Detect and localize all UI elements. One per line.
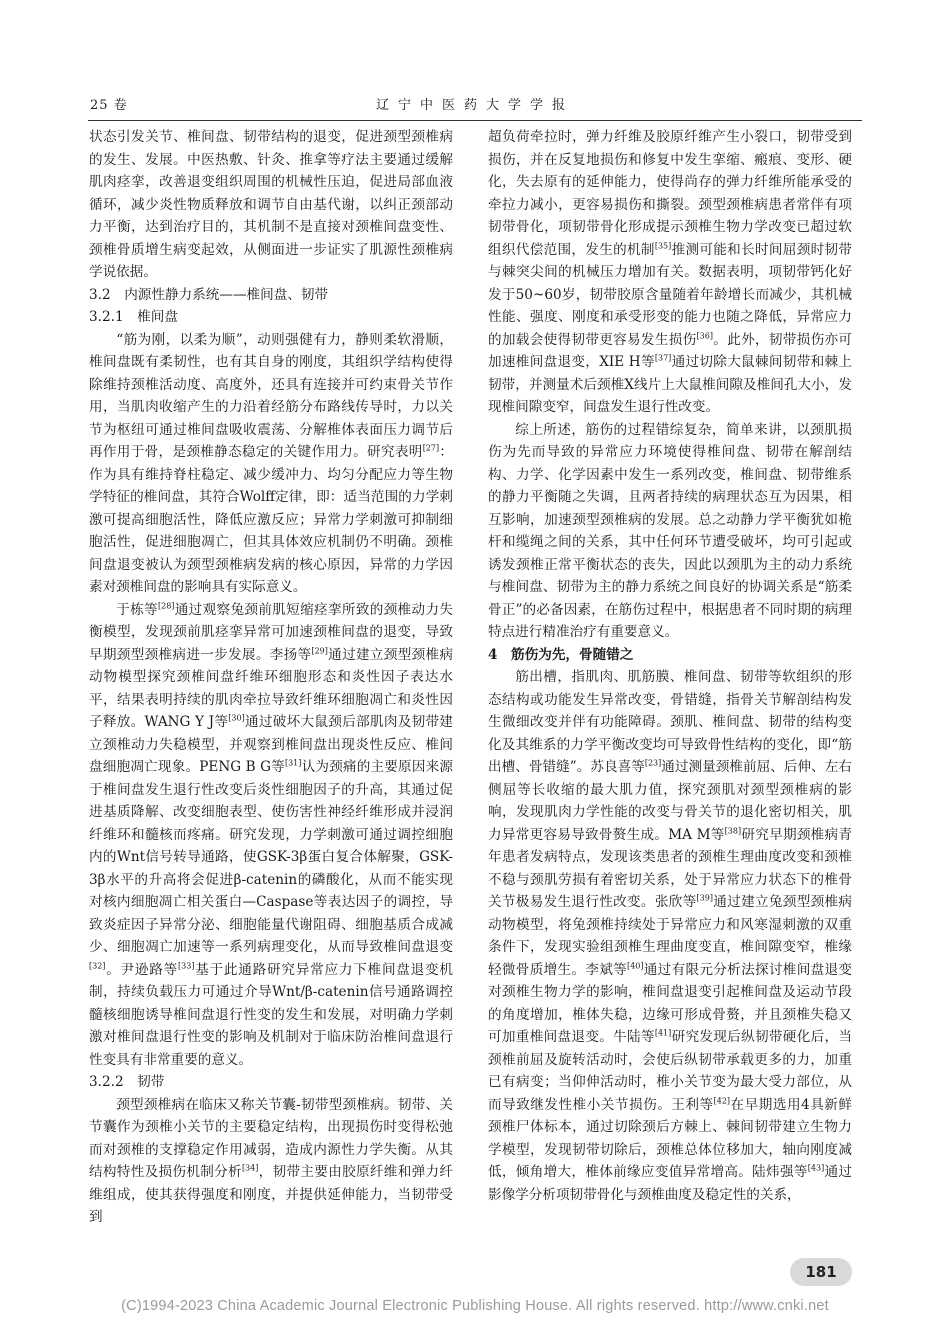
right-column	[488, 126, 852, 1206]
journal-title: 辽宁中医药大学学报	[375, 98, 574, 113]
citation: [43]	[807, 1163, 825, 1173]
citation: [32]	[89, 960, 106, 970]
header-rule	[88, 120, 862, 121]
citation: [42]	[713, 1095, 731, 1105]
citation: [36]	[696, 330, 713, 340]
paragraph: 超负荷牵拉时，弹力纤维及胶原纤维产生小裂口，韧带受到损伤，并在反复地损伤和修复中发生挛缩、瘢痕、变形、硬化，失去原有的延伸能力，使得尚存的弹力纤维所能承受的牵拉力减小，更容易损伤和撕裂。颈型颈椎病患者常伴有项韧带骨化，项韧带骨化形成提示颈椎生物力学改变已超过软组织代偿范围，发生的机制[35]推测可能和长时间屈颈时韧带与棘突尖间的机械压力增加有关。数据表明，项韧带钙化好发于50~60岁，韧带胶原含量随着年龄增长而减少，其机械性能、强度、刚度和承受形变的能力也随之降低，异常应力的加载会使得韧带更容易发生损伤[36]。此外，韧带损伤亦可加速椎间盘退变，XIE H等[37]通过切除大鼠棘间韧带和棘上韧带，并测量术后颈椎X线片上大鼠椎间隙及椎间孔大小，发现椎间隙变窄，间盘发生退行性改变。	[488, 129, 853, 415]
volume-label: 25 卷	[90, 98, 128, 113]
page-number: 181	[790, 1258, 852, 1286]
citation: [31]	[284, 758, 302, 768]
running-header	[90, 94, 860, 116]
citation: [33]	[178, 960, 195, 970]
paragraph: 筋出槽，指肌肉、肌筋膜、椎间盘、韧带等软组织的形态结构或功能发生异常改变，骨错缝，指骨关节解剖结构发生微细改变并伴有功能障碍。颈肌、椎间盘、韧带的结构变化及其维系的力学平衡改变均可导致骨性结构的变化，即“筋出槽、骨错缝”。苏良喜等[23]通过测量颈椎前屈、后伸、左右侧屈等长收缩的最大肌力值，探究颈肌对颈型颈椎病的影响，发现肌肉力学性能的改变与骨关节的退化密切相关，肌力异常更容易导致骨赘生成。MA M等[38]研究早期颈椎病青年患者发病特点，发现该类患者的颈椎生理曲度改变和颈椎不稳与颈肌劳损有着密切关系，处于异常应力状态下的椎骨关节极易发生退行性改变。张欣等[39]通过建立兔颈型颈椎病动物模型，将兔颈椎持续处于异常应力和风寒湿刺激的双重条件下，发现实验组颈椎生理曲度变直，椎间隙变窄，椎缘轻微骨质增生。李斌等[40]通过有限元分析法探讨椎间盘退变对颈椎生物力学的影响，椎间盘退变引起椎间盘及运动节段的角度增加，椎体失稳，边缘可形成骨赘，并且颈椎失稳又可加重椎间盘退变。牛陆等[41]研究发现后纵韧带硬化后，当颈椎前屈及旋转活动时，会使后纵韧带承载更多的力，加重已有病变；当仰伸活动时，椎小关节变为最大受力部位，从而导致继发性椎小关节损伤。王利等[42]在早期选用4具新鲜颈椎尸体标本，通过切除颈后方棘上、棘间韧带建立生物力学模型，发现韧带切除后，颈椎总体位移加大，轴向刚度减低，倾角增大，椎体前缘应变值异常增高。陆炜强等[43]通过影像学分析项韧带骨化与颈椎曲度及稳定性的关系，	[488, 669, 853, 1203]
citation: [27]	[422, 443, 440, 453]
citation: [28]	[157, 600, 175, 610]
citation: [23]	[644, 758, 662, 768]
citation: [29]	[311, 645, 328, 655]
paragraph: 于栋等[28]通过观察兔颈前肌短缩痉挛所致的颈椎动力失衡模型，发现颈前肌痉挛异常可加速颈椎间盘的退变，导致早期颈型颈椎病进一步发展。李扬等[29]通过建立颈型颈椎病动物模型探究颈椎间盘纤维环细胞形态和炎性因子表达水平，结果表明持续的肌肉牵拉导致纤维环细胞凋亡和炎性因子释放。WANG Y J等[30]通过破坏大鼠颈后部肌肉及韧带建立颈椎动力失稳模型，并观察到椎间盘出现炎性反应、椎间盘细胞凋亡现象。PENG B G等[31]认为颈痛的主要原因来源于椎间盘发生退行性改变后炎性细胞因子的升高，其通过促进基质降解、改变细胞表型、使伤害性神经纤维形成并浸润纤维环和髓核而疼痛。研究发现，力学刺激可通过调控细胞内的Wnt信号转导通路，使GSK-3β蛋白复合体解聚，GSK-3β水平的升高将会促进β-catenin的磷酸化，从而不能实现对核内细胞凋亡相关蛋白—Caspase等表达因子的调控，导致炎症因子异常分泌、细胞能量代谢阻碍、细胞基质合成减少、细胞凋亡加速等一系列病理变化，从而导致椎间盘退变[32]。尹逊路等[33]基于此通路研究异常应力下椎间盘退变机制，持续负载压力可通过介导Wnt/β-catenin信号通路调控髓核细胞诱导椎间盘退行性变的发生和发展，对明确力学刺激对椎间盘退行性变的影响及机制对于临床防治椎间盘退行性变具有非常重要的意义。	[89, 600, 454, 1068]
citation: [30]	[228, 713, 245, 723]
section-heading-4: 4 筋伤为先，骨随错之	[488, 646, 634, 663]
citation: [34]	[241, 1163, 259, 1173]
paragraph: “筋为刚，以柔为顺”，动则强健有力，静则柔软滑顺，椎间盘既有柔韧性，也有其自身的刚度，其组织学结构使得除维持颈椎活动度、高度外，还具有连接并可约束骨关节作用，当肌肉收缩产生的力沿着经筋分布路线传导时，力以关节为枢纽可通过椎间盘吸收震荡、分解椎体表面压力调节后再作用于骨，是颈椎静态稳定的关键作用力。研究表明[27]：作为具有维持脊柱稳定、减少缓冲力、均匀分配应力等生物学特征的椎间盘，其符合Wolff定律，即：适当范围的力学刺激可提高细胞活性，降低应激反应；异常力学刺激可抑制细胞活性，促进细胞凋亡，但其具体效应机制仍不明确。颈椎间盘退变被认为颈型颈椎病发病的核心原因，异常的力学因素对颈椎间盘的影响具有实际意义。	[89, 331, 454, 595]
paragraph: 综上所述，筋伤的过程错综复杂，简单来讲，以颈肌损伤为先而导致的异常应力环境使得椎间盘、韧带在解剖结构、力学、化学因素中发生一系列改变，椎间盘、韧带维系的静力平衡随之失调，且两者持续的病理状态互为因果，相互影响，加速颈型颈椎病的发展。总之动静力学平衡犹如桅杆和缆绳之间的关系，其中任何环节遭受破坏，均可引起或诱发颈椎正常平衡状态的丧失，因此以颈肌为主的动力系统与椎间盘、韧带为主的静力系统之间良好的协调关系是“筋柔骨正”的必备因素，在筋伤过程中，根据患者不同时期的病理特点进行精准治疗有重要意义。	[488, 421, 852, 640]
section-heading-3-2-2: 3.2.2 韧带	[89, 1074, 165, 1090]
citation: [38]	[724, 825, 742, 835]
citation: [35]	[654, 240, 672, 250]
citation: [40]	[627, 960, 644, 970]
citation: [37]	[654, 353, 672, 363]
paragraph: 状态引发关节、椎间盘、韧带结构的退变，促进颈型颈椎病的发生、发展。中医热敷、针灸、推拿等疗法主要通过缓解肌肉痉挛，改善退变组织周围的机械性压迫，促进局部血液循环，减少炎性物质释放和调节自由基代谢，以纠正颈部动力平衡，达到治疗目的，其机制不是直接对颈椎间盘变性、颈椎骨质增生病变起效，从侧面进一步证实了肌源性颈椎病学说依据。	[89, 129, 453, 280]
section-heading-3-2-1: 3.2.1 椎间盘	[89, 309, 178, 325]
section-heading-3-2: 3.2 内源性静力系统——椎间盘、韧带	[89, 286, 329, 303]
left-column	[89, 126, 453, 1229]
copyright-footer: (C)1994-2023 China Academic Journal Electronic Publishing House. All rights reserved. http://www.cnki.net	[121, 1298, 829, 1314]
citation: [39]	[696, 893, 713, 903]
citation: [41]	[654, 1028, 672, 1038]
paragraph: 颈型颈椎病在临床又称关节囊-韧带型颈椎病。韧带、关节囊作为颈椎小关节的主要稳定结构，出现损伤时变得松弛而对颈椎的支撑稳定作用减弱，造成内源性力学失衡。从其结构特性及损伤机制分析[34]，韧带主要由胶原纤维和弹力纤维组成，使其获得强度和刚度，并提供延伸能力，当韧带受到	[89, 1096, 454, 1225]
